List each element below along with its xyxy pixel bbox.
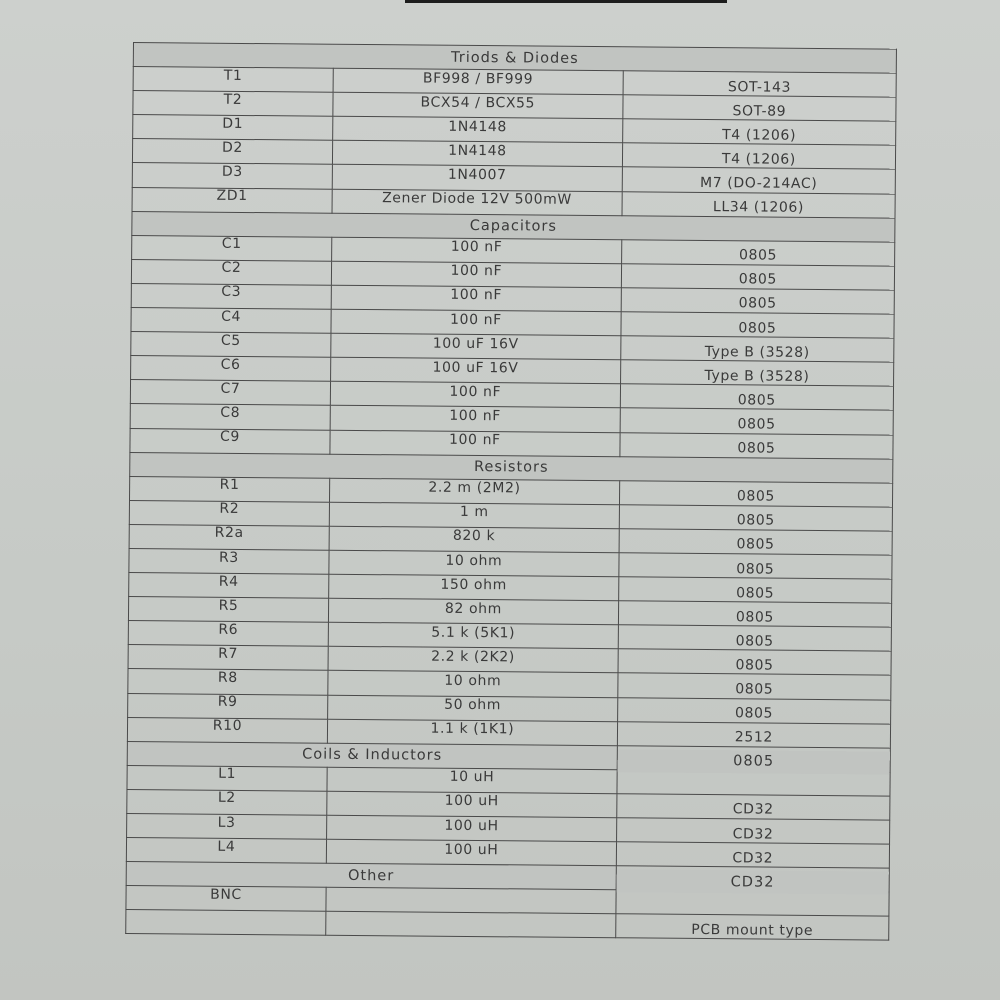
ref-cell: T2 <box>133 87 333 113</box>
ref-cell: C7 <box>130 376 330 402</box>
ref-cell: R6 <box>128 617 328 643</box>
value-cell: 150 ohm <box>329 571 619 598</box>
value-cell: BF998 / BF999 <box>333 65 623 92</box>
package-cell: 0805 <box>619 483 892 509</box>
package-cell: 0805 <box>618 580 891 606</box>
value-cell: 100 uH <box>326 836 616 863</box>
section-title: Resistors <box>130 452 893 483</box>
package-cell: 0805 <box>618 628 891 654</box>
bom-sheet <box>125 42 897 941</box>
package-cell: 0805 <box>618 676 891 702</box>
package-cell: CD32 <box>617 797 890 823</box>
value-cell: 100 nF <box>331 306 621 333</box>
value-cell: 1N4148 <box>332 138 622 165</box>
value-cell: 1 m <box>329 499 619 526</box>
ref-cell: D2 <box>132 135 332 161</box>
value-cell: 100 nF <box>330 379 620 406</box>
ref-cell: C3 <box>131 279 331 305</box>
ref-cell: D3 <box>132 159 332 185</box>
package-cell: 0805 <box>619 556 892 582</box>
value-cell: 100 uH <box>327 788 617 815</box>
bom-table <box>125 42 897 941</box>
ref-cell: C6 <box>131 352 331 378</box>
package-cell: 0805 <box>618 604 891 630</box>
ref-cell: BNC <box>126 882 326 908</box>
value-cell: 10 ohm <box>328 668 618 695</box>
value-cell: 5.1 k (5K1) <box>328 619 618 646</box>
value-cell: 100 nF <box>331 258 621 285</box>
package-cell: 0805 <box>618 652 891 678</box>
section-title: Capacitors <box>132 211 895 242</box>
ref-cell: C5 <box>131 328 331 354</box>
value-cell: 100 nF <box>330 403 620 430</box>
package-cell: 0805 <box>620 411 893 437</box>
package-cell: 0805 <box>620 435 893 461</box>
value-cell: 100 nF <box>330 427 620 454</box>
package-cell: 0805 <box>621 267 894 293</box>
top-edge-strip <box>405 0 727 3</box>
value-cell: 82 ohm <box>328 595 618 622</box>
package-cell: 0805 <box>619 532 892 558</box>
package-cell: 0805 <box>621 291 894 317</box>
package-cell: SOT-89 <box>623 98 896 124</box>
package-cell: 0805 <box>621 315 894 341</box>
ref-cell <box>126 906 326 932</box>
package-cell: 0805 <box>620 387 893 413</box>
package-cell: PCB mount type <box>615 917 888 943</box>
ref-cell: D1 <box>133 111 333 137</box>
ref-cell: R5 <box>128 593 328 619</box>
package-cell: SOT-143 <box>623 74 896 100</box>
ref-cell: L4 <box>126 834 326 860</box>
section-title: Other <box>126 862 616 890</box>
value-cell: 2.2 k (2K2) <box>328 644 618 671</box>
package-cell <box>617 773 890 799</box>
package-cell: 0805 <box>619 508 892 534</box>
ref-cell: C9 <box>130 424 330 450</box>
ref-cell: C4 <box>131 304 331 330</box>
value-cell: 100 nF <box>331 282 621 309</box>
ref-cell: R7 <box>128 641 328 667</box>
ref-cell: C1 <box>132 231 332 257</box>
ref-cell: R2a <box>129 520 329 546</box>
value-cell: 1.1 k (1K1) <box>327 716 617 743</box>
package-cell: Type B (3528) <box>621 339 894 365</box>
ref-cell: R8 <box>128 665 328 691</box>
value-cell: BCX54 / BCX55 <box>333 89 623 116</box>
value-cell: 100 uF 16V <box>330 354 620 381</box>
ref-cell: L3 <box>127 809 327 835</box>
value-cell: 1N4148 <box>333 114 623 141</box>
value-cell <box>326 909 616 936</box>
ref-cell: R1 <box>130 472 330 498</box>
ref-cell: R10 <box>127 713 327 739</box>
value-cell: 10 ohm <box>329 547 619 574</box>
package-cell: 0805 <box>617 700 890 726</box>
package-cell: T4 (1206) <box>622 146 895 172</box>
ref-cell: C8 <box>130 400 330 426</box>
package-cell: 0805 <box>617 748 890 774</box>
ref-cell: L2 <box>127 785 327 811</box>
package-cell: 2512 <box>617 724 890 750</box>
package-cell: Type B (3528) <box>620 363 893 389</box>
value-cell: 100 uF 16V <box>331 330 621 357</box>
package-cell: M7 (DO-214AC) <box>622 170 895 196</box>
ref-cell: R2 <box>129 496 329 522</box>
ref-cell: R9 <box>128 689 328 715</box>
bom-table-body <box>126 43 897 941</box>
section-title: Coils & Inductors <box>127 741 617 769</box>
value-cell: 10 uH <box>327 764 617 791</box>
ref-cell: L1 <box>127 761 327 787</box>
package-cell: 0805 <box>621 243 894 269</box>
value-cell: 100 nF <box>332 234 622 261</box>
package-cell <box>616 893 889 919</box>
value-cell <box>326 884 616 911</box>
section-title: Triods & Diodes <box>133 43 896 74</box>
package-cell: LL34 (1206) <box>622 194 895 220</box>
package-cell: T4 (1206) <box>622 122 895 148</box>
ref-cell: T1 <box>133 63 333 89</box>
value-cell: 1N4007 <box>332 162 622 189</box>
value-cell: 2.2 m (2M2) <box>329 475 619 502</box>
package-cell: CD32 <box>616 845 889 871</box>
value-cell: 100 uH <box>326 812 616 839</box>
ref-cell: C2 <box>131 255 331 281</box>
package-cell: CD32 <box>616 869 889 895</box>
ref-cell: R3 <box>129 544 329 570</box>
value-cell: Zener Diode 12V 500mW <box>332 186 622 213</box>
package-cell: CD32 <box>616 821 889 847</box>
ref-cell: ZD1 <box>132 183 332 209</box>
value-cell: 820 k <box>329 523 619 550</box>
value-cell: 50 ohm <box>328 692 618 719</box>
ref-cell: R4 <box>129 569 329 595</box>
